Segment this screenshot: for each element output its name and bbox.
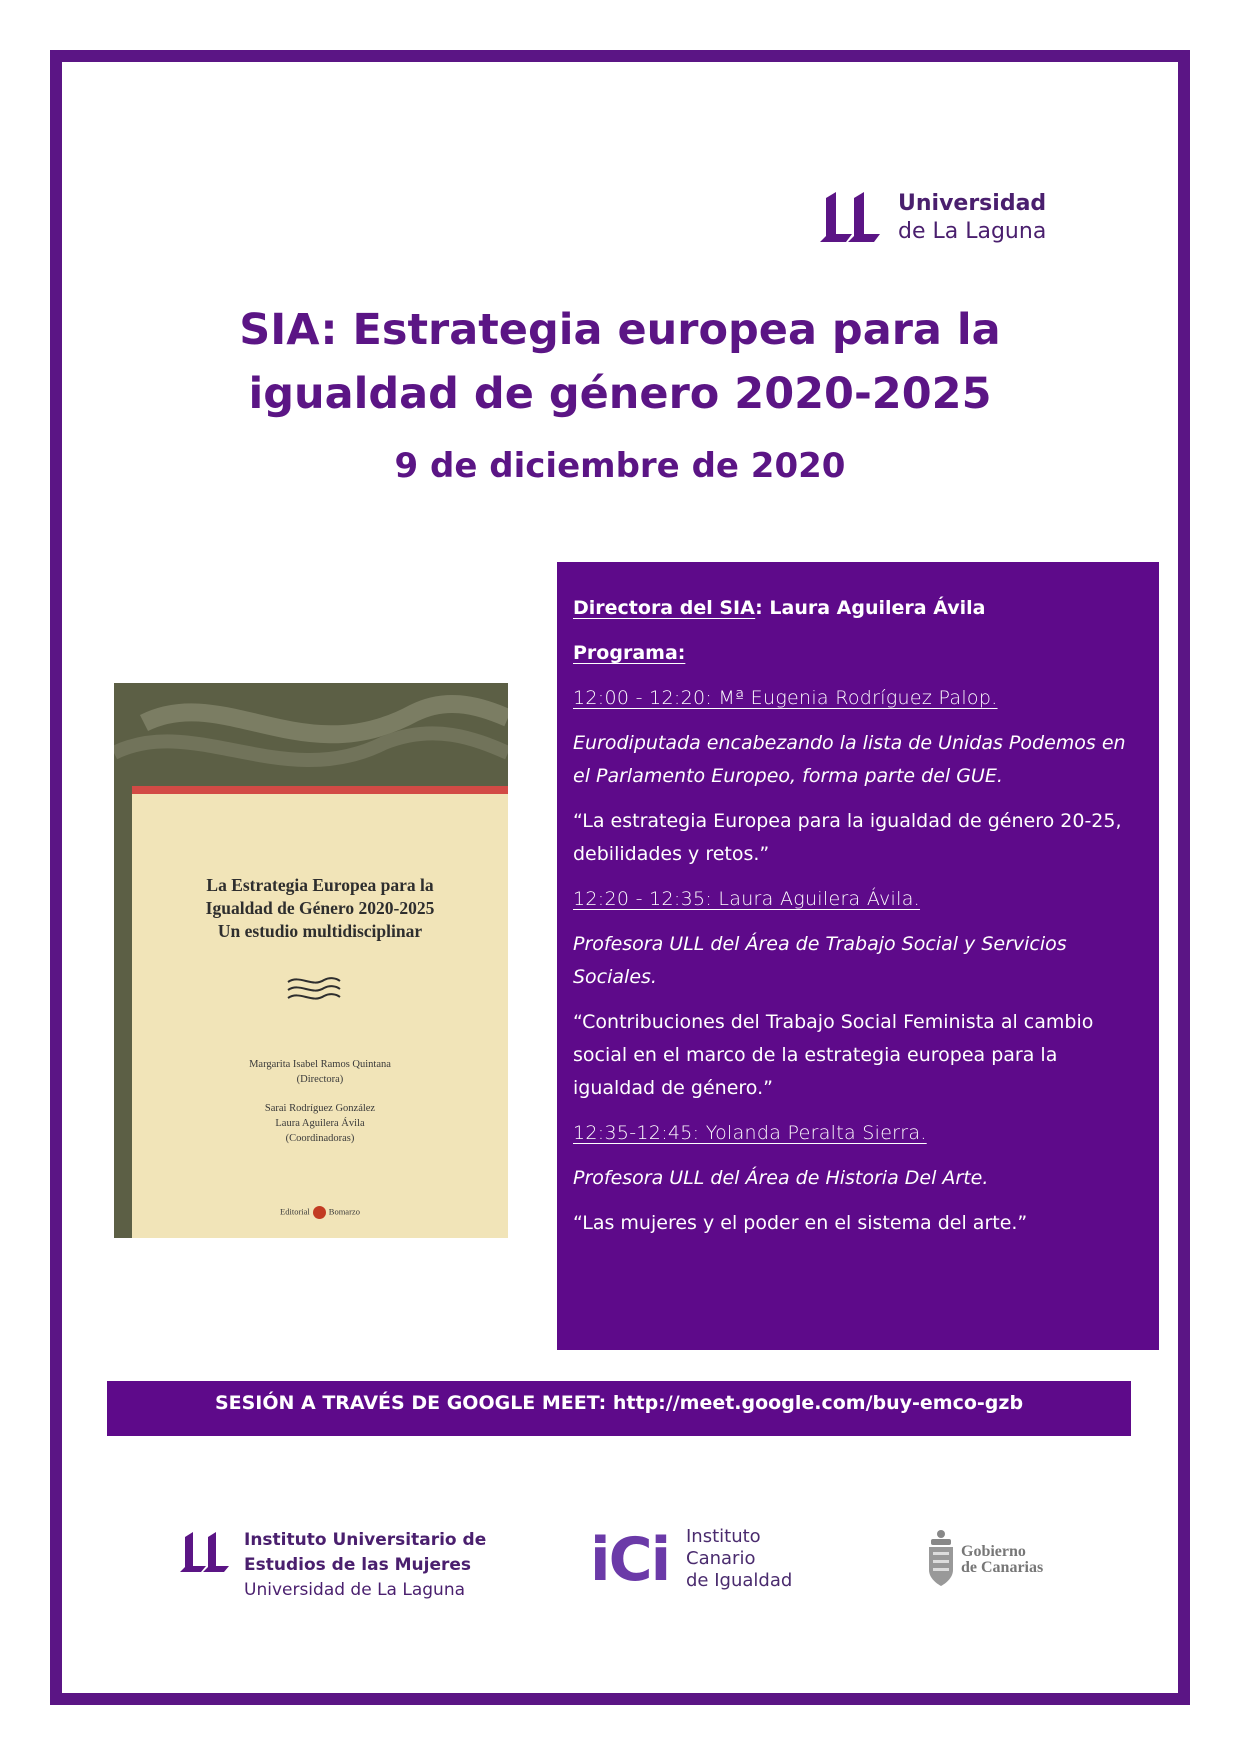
ull-logo [820,190,1060,246]
session-time: 12:00 - 12:20: Mª Eugenia Rodríguez Palop. [573,687,998,709]
title-line2: igualdad de género 2020-2025 [248,369,992,419]
gobierno-canarias-logo: Gobierno de Canarias [925,1528,1065,1598]
cover-page-area [132,794,508,1238]
iuem-logo: Instituto Universitario de Estudios de las Mujeres Universidad de La Laguna [180,1528,510,1598]
iuem-ll-icon [180,1530,236,1574]
ull-ll-icon [820,190,890,244]
director-label: Directora del SIA [573,597,756,619]
cover-red-stripe [132,786,508,794]
director-name: : Laura Aguilera Ávila [755,597,986,619]
coat-of-arms-icon [925,1528,957,1588]
book-publisher: Editorial Bomarzo [132,1206,508,1219]
book-cover-image [114,683,508,1238]
wave-ornament-icon [284,974,344,1004]
cover-waves-decoration [114,683,508,793]
session-time: 12:35-12:45: Yolanda Peralta Sierra. [573,1122,927,1144]
university-name-line1: Universidad [898,191,1047,216]
session-talk-title: “La estrategia Europea para la igualdad de género 20-25, debilidades y retos.” [573,810,1122,865]
ici-mark: iCi [590,1525,670,1595]
director-line [573,592,1143,625]
google-meet-link-banner[interactable]: SESIÓN A TRAVÉS DE GOOGLE MEET: http://meet.google.com/buy-emco-gzb [107,1381,1131,1436]
program-box [557,562,1159,1350]
session-talk-title: “Contribuciones del Trabajo Social Feminista al cambio social en el marco de la estrategia europea para la igualdad de género.” [573,1011,1094,1099]
session-description: Profesora ULL del Área de Historia Del Arte. [573,1167,989,1189]
university-name-line2: de La Laguna [898,219,1047,244]
event-date: 9 de diciembre de 2020 [394,446,846,486]
publisher-logo-icon [313,1206,326,1219]
book-authors: Margarita Isabel Ramos Quintana (Directora) Sarai Rodríguez González Laura Aguilera Ávila (Coordinadoras) [249,1059,391,1144]
ici-logo: iCi Instituto Canario de Igualdad [590,1525,793,1595]
programa-label: Programa: [573,642,686,664]
session-description: Profesora ULL del Área de Trabajo Social y Servicios Sociales. [573,933,1067,988]
book-title: La Estrategia Europea para la Igualdad de Género 2020-2025 Un estudio multidisciplinar [205,875,435,941]
title-line1: SIA: Estrategia europea para la [239,305,1001,355]
page-title [120,298,1120,426]
session-talk-title: “Las mujeres y el poder en el sistema del arte.” [573,1212,1028,1234]
session-time: 12:20 - 12:35: Laura Aguilera Ávila. [573,888,921,910]
session-description: Eurodiputada encabezando la lista de Unidas Podemos en el Parlamento Europeo, forma parte del GUE. [573,732,1126,787]
